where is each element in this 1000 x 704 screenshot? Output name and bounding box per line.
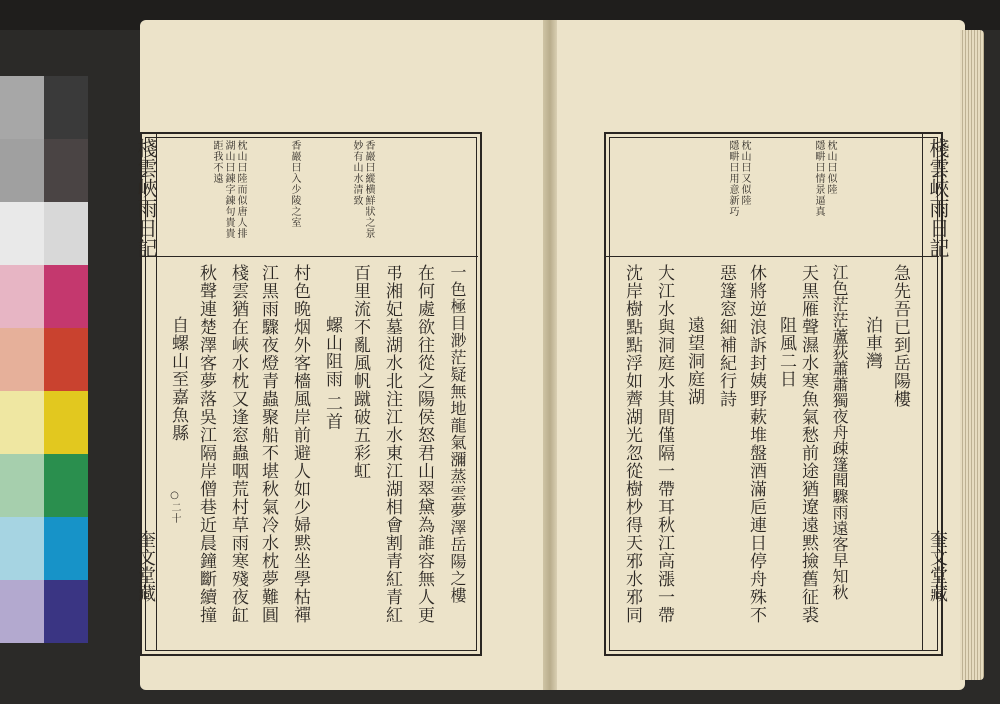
color-swatch	[44, 76, 88, 139]
left-spine-bottom: 奎文堂藏	[135, 530, 156, 602]
page-edges	[960, 30, 984, 680]
annotation-column: 枕山曰似陸	[825, 140, 836, 195]
color-swatch	[44, 580, 88, 643]
text-column: 泊車灣	[862, 316, 882, 370]
book-gutter	[543, 20, 557, 690]
left-page-number: ○二十	[169, 490, 180, 524]
text-column: 螺山阻雨 二首	[322, 316, 342, 431]
color-swatch	[44, 391, 88, 454]
right-spine-title: 棧雲峽雨日記	[926, 138, 950, 258]
text-column: 遠望洞庭湖	[684, 316, 704, 406]
text-column: 百里流不亂風帆蹴破五彩虹	[350, 264, 370, 480]
color-swatch	[0, 391, 44, 454]
left-spine-title: 棧雲峽雨日記	[134, 138, 158, 258]
text-column: 天黒雁聲濕水寒魚氣愁前途猶遼遠黙撿舊征裘	[798, 264, 818, 624]
color-swatch	[0, 517, 44, 580]
text-column: 自螺山至嘉魚縣	[168, 316, 188, 442]
text-column: 在何處欲往從之陽侯怒君山翠黛為誰容無人更	[414, 264, 434, 624]
text-column: 沈岸樹點點浮如薺湖光忽從樹杪得天邪水邪同	[622, 264, 642, 624]
text-column: 阻風二日	[776, 316, 796, 388]
color-swatch	[44, 517, 88, 580]
annotation-column: 香巖曰入少陵之室	[289, 140, 300, 228]
color-swatch	[44, 202, 88, 265]
open-book	[130, 20, 985, 690]
annotation-column: 香巖曰縱横鮮狀之景	[363, 140, 374, 239]
color-swatch	[44, 265, 88, 328]
annotation-column: 湖山曰錬字錬句貴貴	[223, 140, 234, 239]
color-swatch	[0, 454, 44, 517]
annotation-column: 枕山曰陸而似唐人排	[235, 140, 246, 239]
text-column: 惡篷窓細補紀行詩	[716, 264, 736, 408]
color-swatch	[44, 328, 88, 391]
text-column: 江黒雨驟夜燈青蟲聚船不堪秋氣冷水枕夢難圓	[258, 264, 278, 624]
text-column: 村色晩烟外客檣風岸前避人如少婦黙坐學枯禪	[290, 264, 310, 624]
text-column: 一色極目渺茫疑無地龍氣瀰蒸雲夢澤岳陽之樓	[448, 264, 467, 604]
text-column: 秋聲連楚澤客夢落吳江隔岸僧巷近晨鐘斷續撞	[196, 264, 216, 624]
color-swatch	[0, 580, 44, 643]
text-column: 大江水與洞庭水其間僅隔一帶耳秋江高漲一帶	[654, 264, 674, 624]
color-swatch	[0, 202, 44, 265]
annotation-column: 隱畊曰用意新巧	[727, 140, 738, 217]
annotation-column: 距我不遠	[211, 140, 222, 184]
text-column: 休將逆浪訴封姨野蔌堆盤酒滿巵連日停舟殊不	[746, 264, 766, 624]
text-column: 棧雲猶在峽水枕又逢窓蟲咽荒村草雨寒殘夜缸	[228, 264, 248, 624]
text-column: 江色茫茫蘆荻蕭蕭獨夜舟疎篷聞驟雨遠客早知秋	[830, 264, 849, 600]
annotation-column: 隱畊曰情景逼真	[813, 140, 824, 217]
color-swatch	[0, 139, 44, 202]
right-spine-bottom: 奎文堂藏	[927, 530, 948, 602]
text-column: 弔湘妃墓湖水北注江水東江湖相會割青紅青紅	[382, 264, 402, 624]
color-swatch	[0, 328, 44, 391]
color-swatch	[44, 139, 88, 202]
color-swatch	[0, 76, 44, 139]
annotation-column: 妙有山水清致	[351, 140, 362, 206]
color-calibration-chart	[0, 76, 88, 642]
color-swatch	[44, 454, 88, 517]
annotation-column: 枕山曰又似陸	[739, 140, 750, 206]
text-column: 急先吾已到岳陽樓	[890, 264, 910, 408]
color-swatch	[0, 265, 44, 328]
